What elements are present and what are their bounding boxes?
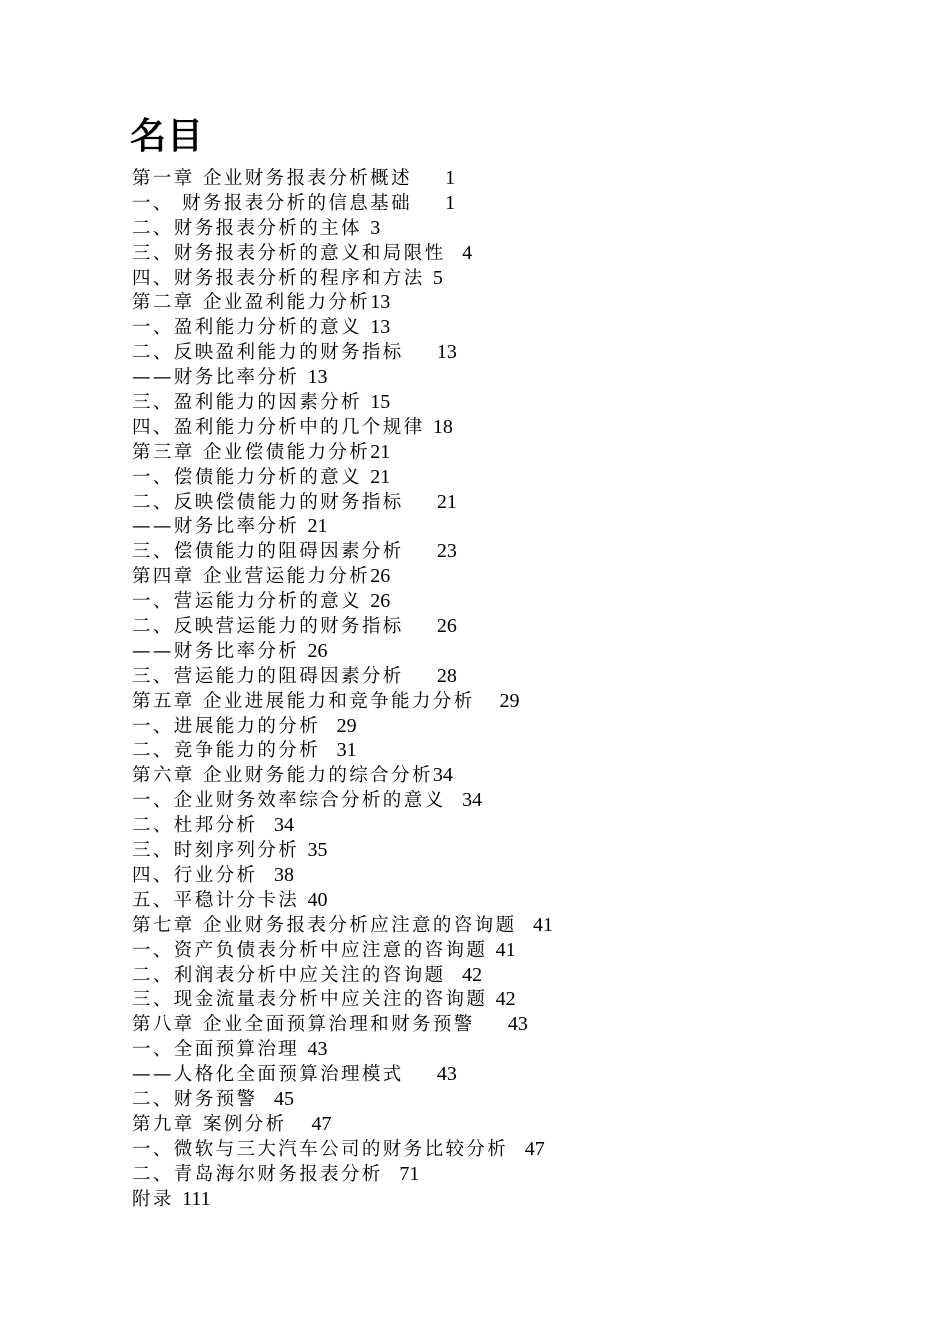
toc-entry[interactable] (132, 589, 912, 614)
toc-entry-page-number: 18 (432, 415, 453, 438)
toc-entry[interactable] (132, 216, 912, 241)
toc-entry-page-number: 41 (533, 913, 554, 936)
toc-entry[interactable] (132, 1062, 912, 1087)
toc-entry-label: 一、资产负债表分析中应注意的咨询题 (132, 939, 488, 961)
toc-entry-label: 二、反映盈利能力的财务指标 (132, 342, 404, 364)
toc-entry[interactable] (132, 1037, 912, 1062)
toc-entry[interactable] (132, 763, 912, 788)
toc-entry-page-number: 43 (507, 1013, 528, 1036)
toc-entry[interactable] (132, 963, 912, 988)
toc-entry-gap (475, 1014, 508, 1035)
toc-entry-gap (446, 965, 463, 986)
toc-entry-label: 一、进展能力的分析 (132, 715, 321, 737)
toc-entry-page-number: 45 (273, 1087, 294, 1110)
toc-entry-page-number: 41 (495, 938, 516, 961)
toc-entry-page-number: 13 (436, 341, 457, 364)
toc-entry[interactable] (132, 664, 912, 689)
toc-entry-gap (404, 666, 437, 687)
toc-entry-page-number: 21 (436, 490, 457, 513)
toc-entry-gap (412, 193, 445, 214)
toc-entry-page-number: 43 (436, 1063, 457, 1086)
toc-entry-gap (404, 541, 437, 562)
toc-entry[interactable] (132, 415, 912, 440)
toc-entry-gap (446, 790, 463, 811)
toc-entry[interactable] (132, 639, 912, 664)
toc-entry-label: 三、时刻序列分析 (132, 840, 300, 862)
toc-entry-page-number: 111 (182, 1187, 211, 1210)
toc-entry[interactable] (132, 564, 912, 589)
toc-entry[interactable] (132, 863, 912, 888)
toc-entry-label: 二、青岛海尔财务报表分析 (132, 1163, 383, 1185)
toc-entry-gap (383, 1164, 400, 1185)
toc-entry-gap (516, 915, 533, 936)
toc-entry-label: 一、全面预算治理 (132, 1039, 300, 1061)
toc-entry-gap (425, 417, 433, 438)
toc-entry[interactable] (132, 514, 912, 539)
toc-entry-page-number: 47 (524, 1137, 545, 1160)
toc-entry-label: 五、平稳计分卡法 (132, 889, 300, 911)
toc-entry-page-number: 26 (436, 615, 457, 638)
toc-entry-page-number: 29 (336, 714, 357, 737)
toc-entry-page-number: 40 (307, 888, 328, 911)
toc-entry-label: 二、竞争能力的分析 (132, 740, 321, 762)
toc-entry[interactable] (132, 166, 912, 191)
toc-entry[interactable] (132, 738, 912, 763)
toc-entry[interactable] (132, 390, 912, 415)
toc-entry[interactable] (132, 1112, 912, 1137)
toc-entry-gap (475, 691, 500, 712)
toc-entry-label: 四、盈利能力分析中的几个规律 (132, 416, 425, 438)
toc-entry-label: 第七章 企业财务报表分析应注意的咨询题 (132, 914, 517, 936)
toc-entry-label: 二、反映营运能力的财务指标 (132, 616, 404, 638)
toc-entry-label: 四、行业分析 (132, 864, 258, 886)
toc-entry-label: 二、财务预警 (132, 1088, 258, 1110)
toc-entry[interactable] (132, 714, 912, 739)
toc-entry-gap (362, 392, 370, 413)
toc-entry-label: 三、盈利能力的因素分析 (132, 392, 362, 414)
toc-entry-gap (508, 1139, 525, 1160)
toc-entry[interactable] (132, 614, 912, 639)
toc-entry-label: 第四章 企业营运能力分析 (132, 566, 371, 588)
toc-entry-gap (257, 1089, 274, 1110)
toc-entry-page-number: 21 (370, 440, 391, 463)
toc-entry-gap (320, 740, 337, 761)
toc-entry-page-number: 43 (307, 1038, 328, 1061)
document-title: 名目 (130, 116, 205, 157)
toc-entry[interactable] (132, 241, 912, 266)
toc-entry[interactable] (132, 340, 912, 365)
toc-entry-gap (320, 716, 337, 737)
toc-entry[interactable] (132, 689, 912, 714)
toc-entry-label: ——财务比率分析 (132, 367, 300, 389)
toc-entry-gap (446, 243, 463, 264)
toc-entry-gap (425, 268, 433, 289)
toc-entry-label: 三、营运能力的阻碍因素分析 (132, 665, 404, 687)
toc-entry-page-number: 35 (307, 839, 328, 862)
toc-entry-page-number: 13 (307, 366, 328, 389)
toc-entry-label: 四、财务报表分析的程序和方法 (132, 267, 425, 289)
toc-entry-page-number: 34 (432, 764, 453, 787)
toc-entry-label: 二、利润表分析中应关注的咨询题 (132, 964, 446, 986)
toc-entry-gap (487, 989, 495, 1010)
toc-entry-gap (404, 616, 437, 637)
toc-entry[interactable] (132, 191, 912, 216)
toc-entry-gap (257, 865, 274, 886)
toc-entry-gap (287, 1114, 312, 1135)
toc-entry[interactable] (132, 290, 912, 315)
toc-entry-gap (487, 940, 495, 961)
toc-entry-page-number: 15 (370, 391, 391, 414)
toc-entry[interactable] (132, 465, 912, 490)
toc-entry[interactable] (132, 1137, 912, 1162)
toc-entry[interactable] (132, 987, 912, 1012)
toc-entry-label: 三、财务报表分析的意义和局限性 (132, 242, 446, 264)
toc-entry-label: 附录 (132, 1188, 174, 1210)
toc-entry[interactable] (132, 1187, 912, 1212)
toc-entry-page-number: 31 (336, 739, 357, 762)
toc-entry-label: ——财务比率分析 (132, 516, 300, 538)
toc-entry[interactable] (132, 539, 912, 564)
toc-entry-page-number: 42 (462, 963, 483, 986)
toc-entry-page-number: 26 (370, 565, 391, 588)
table-of-contents (132, 166, 912, 1211)
toc-entry-page-number: 13 (370, 316, 391, 339)
toc-entry[interactable] (132, 1087, 912, 1112)
toc-entry-label: 二、杜邦分析 (132, 815, 258, 837)
toc-entry-page-number: 4 (462, 241, 473, 264)
toc-entry-page-number: 42 (495, 988, 516, 1011)
toc-entry-label: 三、偿债能力的阻碍因素分析 (132, 541, 404, 563)
toc-entry[interactable] (132, 1162, 912, 1187)
toc-entry-label: ——人格化全面预算治理模式 (132, 1064, 404, 1086)
toc-entry-page-number: 26 (370, 590, 391, 613)
toc-entry-label: 第九章 案例分析 (132, 1113, 287, 1135)
toc-entry[interactable] (132, 788, 912, 813)
toc-entry-gap (174, 1189, 182, 1210)
toc-entry-page-number: 23 (436, 540, 457, 563)
toc-entry-label: 一、微软与三大汽车公司的财务比较分析 (132, 1138, 509, 1160)
toc-entry-page-number: 21 (370, 465, 391, 488)
toc-entry-page-number: 3 (370, 216, 381, 239)
toc-entry-label: 第一章 企业财务报表分析概述 (132, 168, 412, 189)
toc-entry-gap (404, 1064, 437, 1085)
toc-entry-gap (362, 591, 370, 612)
toc-entry-label: 一、偿债能力分析的意义 (132, 466, 362, 488)
toc-entry-page-number: 47 (311, 1112, 332, 1135)
toc-entry-label: 第六章 企业财务能力的综合分析 (132, 765, 433, 787)
toc-entry-page-number: 5 (432, 266, 443, 289)
toc-entry[interactable] (132, 913, 912, 938)
toc-entry[interactable] (132, 490, 912, 515)
toc-entry-gap (404, 492, 437, 513)
toc-entry-page-number: 28 (436, 664, 457, 687)
toc-entry-gap (404, 342, 437, 363)
toc-entry[interactable] (132, 888, 912, 913)
toc-entry-page-number: 1 (445, 191, 456, 214)
toc-entry-page-number: 1 (445, 167, 456, 189)
toc-entry[interactable] (132, 440, 912, 465)
toc-entry-label: 三、现金流量表分析中应关注的咨询题 (132, 989, 488, 1011)
toc-entry-page-number: 38 (273, 863, 294, 886)
toc-entry-label: 一、营运能力分析的意义 (132, 591, 362, 613)
toc-entry-page-number: 34 (462, 789, 483, 812)
toc-entry-label: 一、企业财务效率综合分析的意义 (132, 790, 446, 812)
toc-entry-label: 二、财务报表分析的主体 (132, 217, 362, 239)
toc-entry-label: 一、 财务报表分析的信息基础 (132, 192, 412, 214)
toc-entry-page-number: 26 (307, 639, 328, 662)
toc-entry[interactable] (132, 315, 912, 340)
toc-entry[interactable] (132, 1012, 912, 1037)
toc-entry-gap (362, 218, 370, 239)
toc-entry[interactable] (132, 266, 912, 291)
toc-entry-gap (362, 317, 370, 338)
toc-entry-gap (257, 815, 274, 836)
toc-entry[interactable] (132, 813, 912, 838)
toc-entry-page-number: 13 (370, 291, 391, 314)
toc-entry-label: 第二章 企业盈利能力分析 (132, 292, 371, 314)
toc-entry-page-number: 71 (399, 1162, 420, 1185)
toc-entry-label: 第五章 企业进展能力和竞争能力分析 (132, 690, 475, 712)
toc-entry-gap (412, 168, 445, 189)
toc-entry-label: 第八章 企业全面预算治理和财务预警 (132, 1014, 475, 1036)
toc-entry-page-number: 21 (307, 515, 328, 538)
toc-entry-label: 第三章 企业偿债能力分析 (132, 441, 371, 463)
toc-entry[interactable] (132, 365, 912, 390)
toc-entry[interactable] (132, 938, 912, 963)
toc-entry[interactable] (132, 838, 912, 863)
toc-entry-gap (362, 467, 370, 488)
toc-entry-page-number: 29 (499, 689, 520, 712)
toc-entry-label: 二、反映偿债能力的财务指标 (132, 491, 404, 513)
toc-entry-label: ——财务比率分析 (132, 640, 300, 662)
toc-entry-page-number: 34 (273, 814, 294, 837)
toc-entry-label: 一、盈利能力分析的意义 (132, 317, 362, 339)
